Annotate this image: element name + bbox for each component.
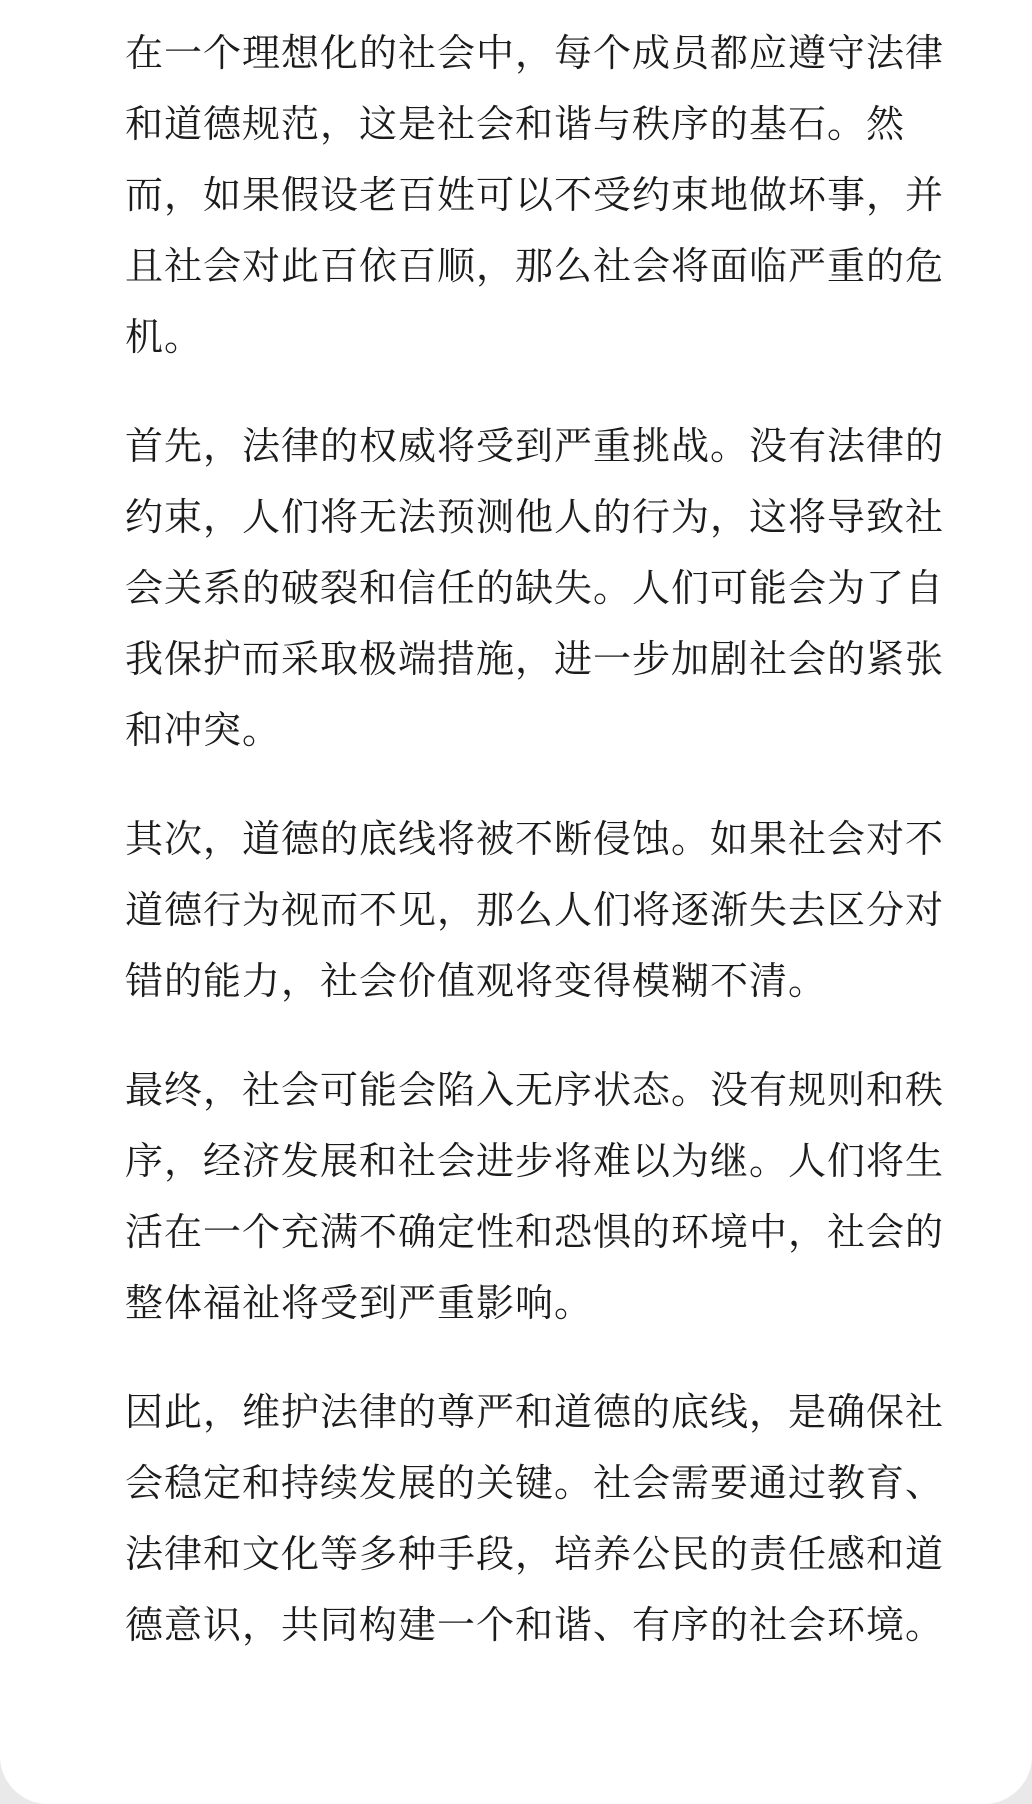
paragraph-4: 最终，社会可能会陷入无序状态。没有规则和秩序，经济发展和社会进步将难以为继。人们将生活在一个充满不确定性和恐惧的环境中，社会的整体福祉将受到严重影响。 bbox=[125, 1068, 945, 1325]
paragraph-5: 因此，维护法律的尊严和道德的底线，是确保社会稳定和持续发展的关键。社会需要通过教育、法律和文化等多种手段，培养公民的责任感和道德意识，共同构建一个和谐、有序的社会环境。 bbox=[125, 1390, 945, 1647]
article-body bbox=[125, 18, 965, 1699]
paragraph-2: 首先，法律的权威将受到严重挑战。没有法律的约束，人们将无法预测他人的行为，这将导致社会关系的破裂和信任的缺失。人们可能会为了自我保护而采取极端措施，进一步加剧社会的紧张和冲突。 bbox=[125, 424, 945, 752]
paragraph-1: 在一个理想化的社会中，每个成员都应遵守法律和道德规范，这是社会和谐与秩序的基石。然而，如果假设老百姓可以不受约束地做坏事，并且社会对此百依百顺，那么社会将面临严重的危机。 bbox=[125, 31, 945, 359]
paragraph-3: 其次，道德的底线将被不断侵蚀。如果社会对不道德行为视而不见，那么人们将逐渐失去区分对错的能力，社会价值观将变得模糊不清。 bbox=[125, 817, 945, 1003]
